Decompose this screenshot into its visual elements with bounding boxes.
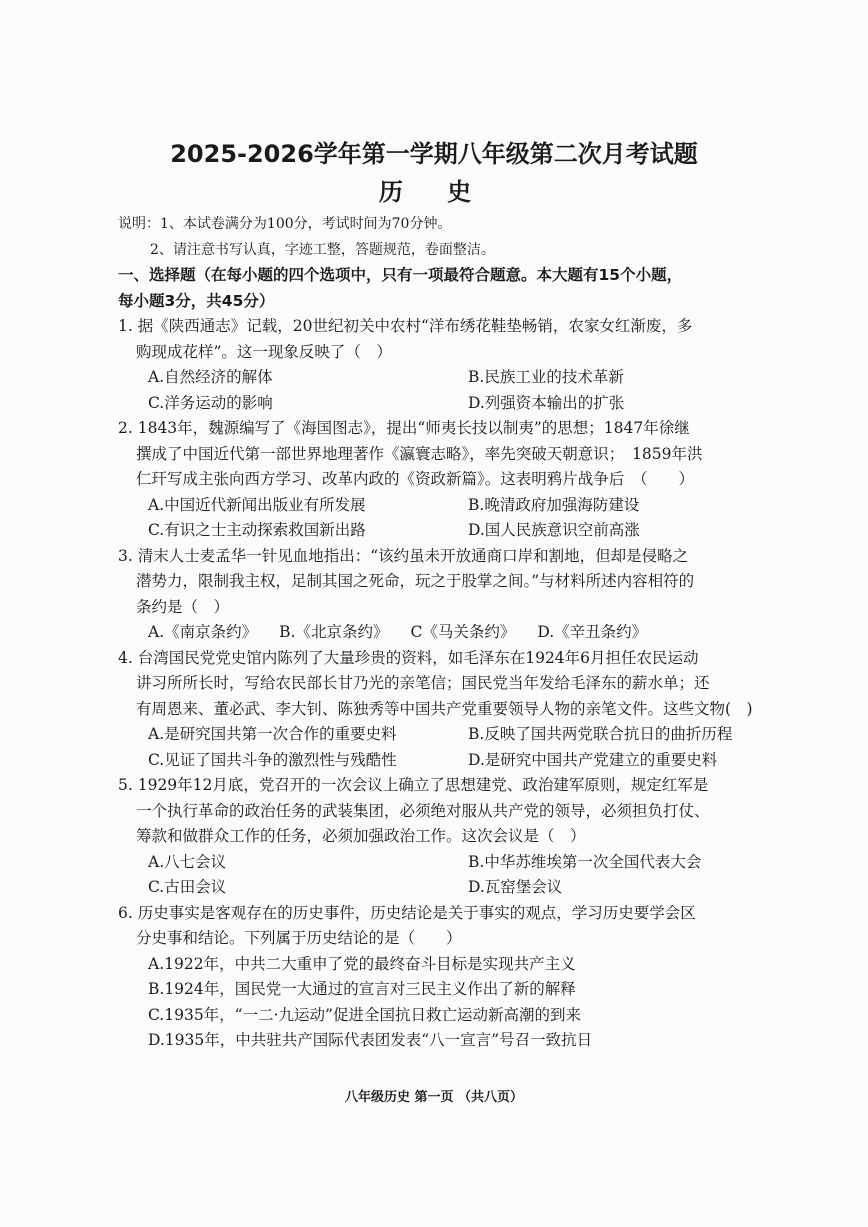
option-row [118,850,758,876]
question-text: 有周恩来、董必武、李大钊、陈独秀等中国共产党重要领导人物的亲笔文件。这些文物( ) [136,699,753,718]
option-row [118,518,758,544]
question-text: 一个执行革命的政治任务的武装集团，必须绝对服从共产党的领导，必须担负打仗、 [136,801,710,820]
question-text: 讲习所所长时，写给农民部长甘乃光的亲笔信；国民党当年发给毛泽东的薪水单；还 [136,674,710,692]
option-a: A.是研究国共第一次合作的重要史料 [148,725,397,743]
option-d: D.是研究中国共产党建立的重要史料 [468,750,718,769]
question-text: 3. 清末人士麦孟华一针见血地指出：“该约虽未开放通商口岸和割地，但却是侵略之 [118,546,689,565]
option-b: B.民族工业的技术革新 [468,368,624,386]
exam-title: 2025-2026学年第一学期八年级第二次月考试题 [170,140,698,168]
question-text: 购现成花样”。这一现象反映了（ ） [136,342,392,361]
instructions-line-2: 2、请注意书写认真，字迹工整，答题规范，卷面整洁。 [150,241,495,258]
question-text: 分史事和结论。下列属于历史结论的是（ ） [136,929,462,947]
option-d: D.1935年，中共驻共产国际代表团发表“八一宣言”号召一致抗日 [148,1031,593,1049]
option-row [118,365,758,391]
question-2 [118,416,758,544]
option-d: D.瓦窑堡会议 [468,878,563,896]
option-c: C.古田会议 [148,878,227,896]
option-b: B.中华苏维埃第一次全国代表大会 [468,852,702,871]
section-heading-cont: 每小题3分，共45分） [118,291,275,310]
option-c: C.有识之士主动探索救国新出路 [148,521,366,539]
option-b: B.1924年，国民党一大通过的宣言对三民主义作出了新的解释 [148,980,576,998]
question-3 [118,544,758,646]
question-text: 6. 历史事实是客观存在的历史事件，历史结论是关于事实的观点，学习历史要学会区 [118,903,696,922]
question-4 [118,646,758,774]
option-row [118,748,758,774]
section-heading: 一、选择题（在每小题的四个选项中，只有一项最符合题意。本大题有15个小题， [118,266,683,284]
option-a: A.中国近代新闻出版业有所发展 [148,495,366,514]
option-d: D.列强资本输出的扩张 [468,393,625,412]
option-d: D.《辛丑条约》 [537,623,648,641]
option-c: C.见证了国共斗争的激烈性与残酷性 [148,750,397,769]
question-text: 撰成了中国近代第一部世界地理著作《瀛寰志略》，率先突破天朝意识； 1859年洪 [136,444,703,463]
option-b: B.反映了国共两党联合抗日的曲折历程 [468,725,733,743]
question-text: 条约是（ ） [136,597,230,616]
option-row [118,391,758,417]
question-text: 仁玕写成主张向西方学习、改革内政的《资政新篇》。这表明鸦片战争后 （ ） [136,470,695,488]
question-text: 5. 1929年12月底，党召开的一次会议上确立了思想建党、政治建军原则，规定红军是 [118,776,709,794]
option-row [118,875,758,901]
subject-title: 历 史 [378,178,490,206]
question-6 [118,901,758,1054]
option-c: C《马关条约》 [410,623,516,641]
exam-content [118,212,758,1054]
option-c: C.洋务运动的影响 [148,393,273,412]
option-c: C.1935年，“一二·九运动”促进全国抗日救亡运动新高潮的到来 [148,1005,581,1024]
option-a: A.八七会议 [148,852,227,871]
instructions-line-1: 说明：1、本试卷满分为100分，考试时间为70分钟。 [118,216,452,232]
option-row [118,493,758,519]
option-b: B.晚清政府加强海防建设 [468,495,640,514]
question-5 [118,773,758,901]
option-row [118,620,758,646]
question-text: 2. 1843年，魏源编写了《海国图志》，提出“师夷长技以制夷”的思想；1847年徐继 [118,419,690,437]
option-a: A.1922年，中共二大重申了党的最终奋斗目标是实现共产主义 [148,954,576,973]
question-text: 4. 台湾国民党党史馆内陈列了大量珍贵的资料，如毛泽东在1924年6月担任农民运动 [118,648,699,667]
option-d: D.国人民族意识空前高涨 [468,521,640,539]
option-a: A.《南京条约》 [148,623,258,641]
question-text: 潜势力，限制我主权，足制其国之死命，玩之于股掌之间。”与材料所述内容相符的 [136,572,695,590]
option-b: B.《北京条约》 [279,623,389,641]
option-row [118,722,758,748]
option-a: A.自然经济的解体 [148,368,273,386]
question-1 [118,314,758,416]
question-text: 筹款和做群众工作的任务，必须加强政治工作。这次会议是（ ） [136,827,586,845]
page-footer: 八年级历史 第一页 （共八页） [344,1090,524,1105]
question-text: 1. 据《陕西通志》记载，20世纪初关中农村“洋布绣花鞋垫畅销，农家女红渐废，多 [118,317,693,335]
